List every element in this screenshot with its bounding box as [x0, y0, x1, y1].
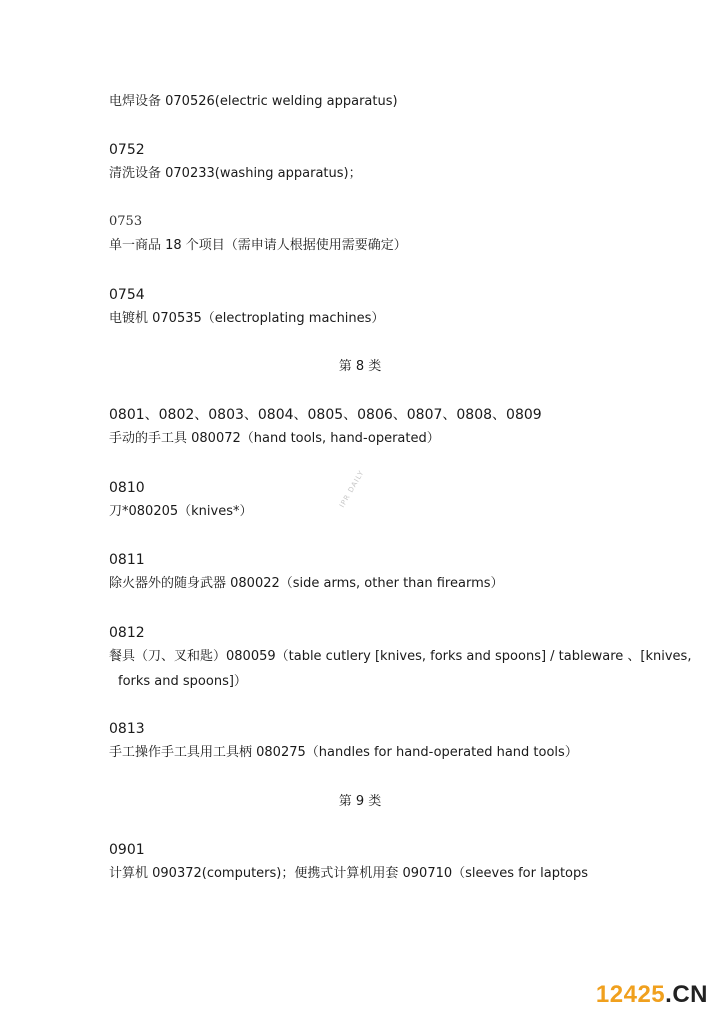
line-080022: 除火器外的随身武器 080022（side arms, other than firearms） — [109, 576, 504, 591]
line-080059: 餐具（刀、叉和匙）080059（table cutlery [knives, forks and spoons] / tableware 、[knives, — [109, 649, 692, 664]
line-0753-items: 单一商品 18 个项目（需申请人根据使用需要确定） — [109, 238, 407, 253]
group-code-0811: 0811 — [109, 552, 145, 568]
line-070535: 电镀机 070535（electroplating machines） — [109, 311, 385, 326]
line-080072: 手动的手工具 080072（hand tools, hand-operated） — [109, 431, 440, 446]
group-code-0753: 0753 — [109, 214, 143, 229]
line-070233: 清洗设备 070233(washing apparatus)； — [109, 166, 362, 181]
line-080059-continued: forks and spoons]） — [118, 674, 247, 689]
group-code-0810: 0810 — [109, 480, 145, 496]
class-8-heading: 第 8 类 — [338, 359, 382, 374]
watermark: IPR DAILY — [338, 468, 366, 509]
site-logo — [596, 981, 708, 1009]
group-code-0752: 0752 — [109, 142, 145, 158]
group-code-0801-0809: 0801、0802、0803、0804、0805、0806、0807、0808、0809 — [109, 407, 542, 423]
group-code-0754: 0754 — [109, 287, 145, 303]
logo-domain: CN — [672, 981, 708, 1008]
line-090372: 计算机 090372(computers)；便携式计算机用套 090710（sleeves for laptops — [109, 866, 589, 881]
line-070526: 电焊设备 070526(electric welding apparatus) — [109, 94, 398, 109]
logo-dot: . — [665, 981, 673, 1008]
logo-number: 12425 — [595, 981, 666, 1008]
group-code-0813: 0813 — [109, 721, 145, 737]
line-080275: 手工操作手工具用工具柄 080275（handles for hand-operated hand tools） — [109, 745, 578, 760]
line-080205: 刀*080205（knives*） — [109, 504, 253, 519]
group-code-0812: 0812 — [109, 625, 145, 641]
class-9-heading: 第 9 类 — [338, 794, 382, 809]
group-code-0901: 0901 — [109, 842, 145, 858]
